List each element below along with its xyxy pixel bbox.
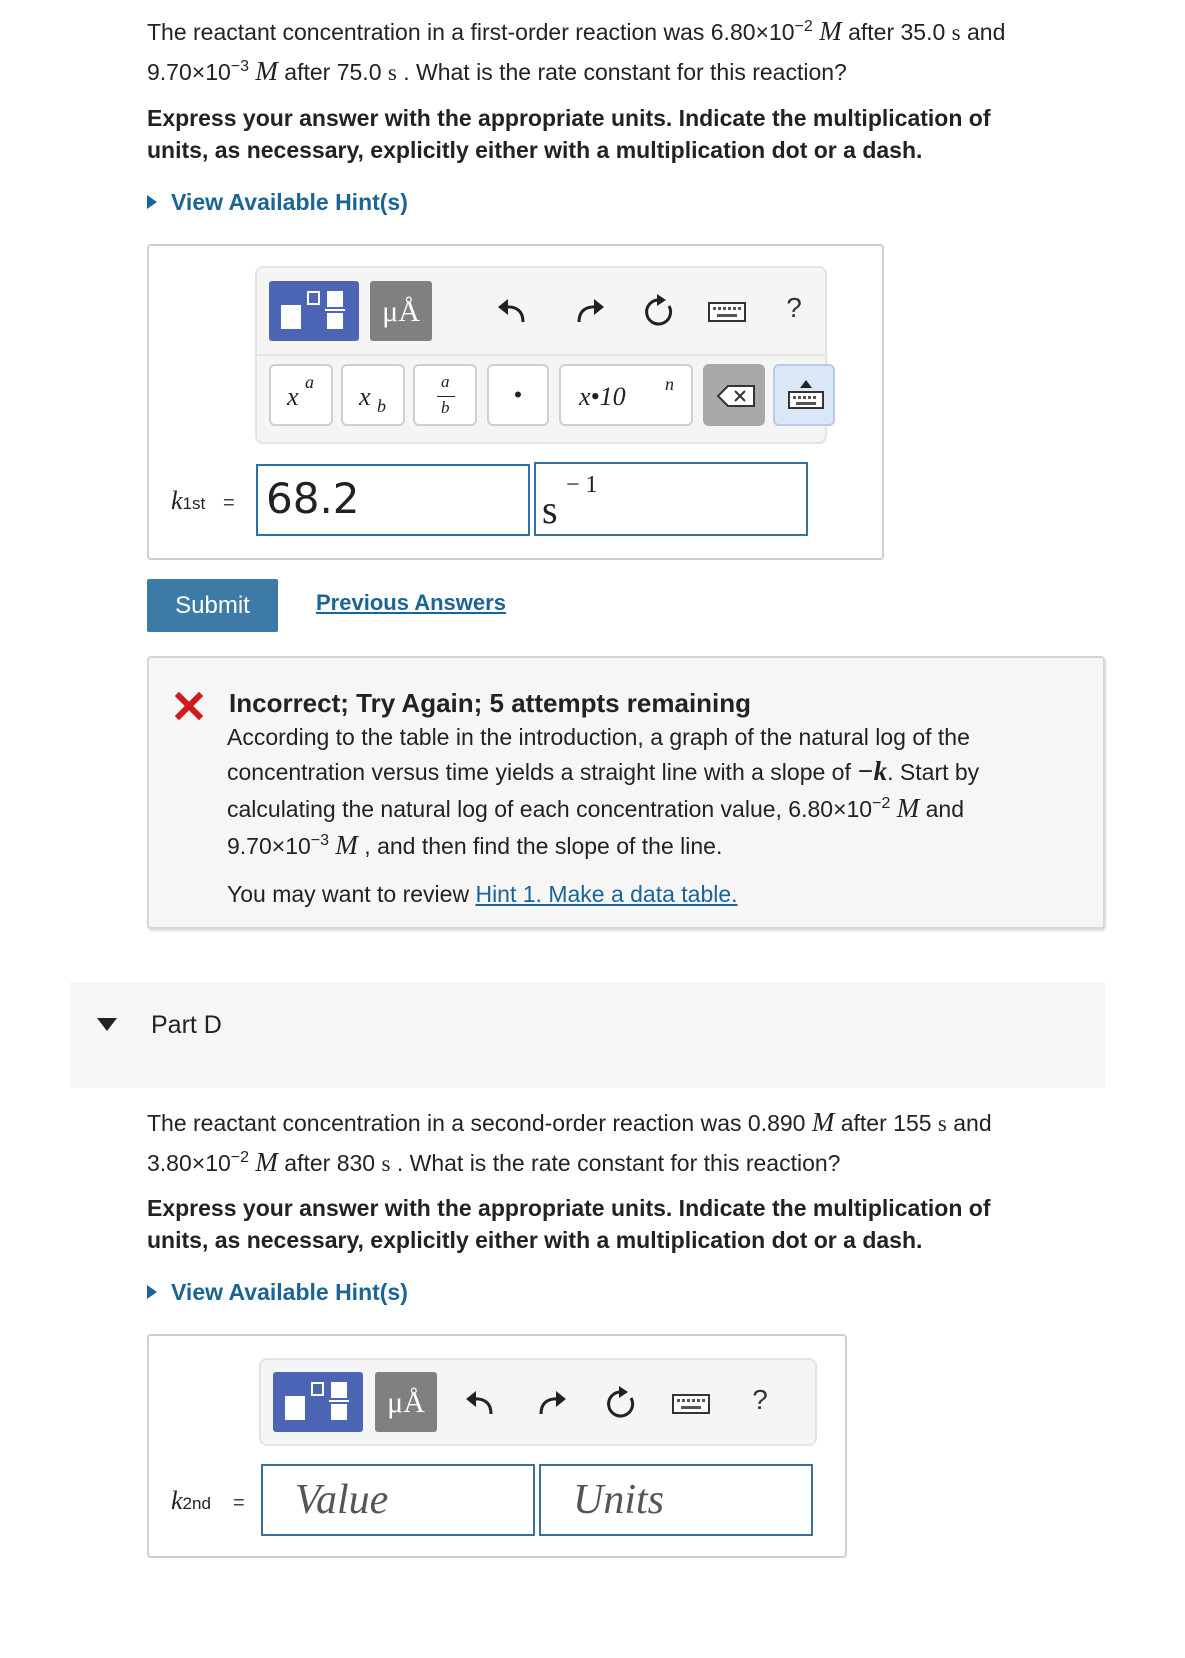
toggle-keyboard-key[interactable] xyxy=(773,364,835,426)
hint-1-link[interactable]: Hint 1. Make a data table. xyxy=(475,881,738,907)
partd-equals-sign: = xyxy=(233,1492,245,1514)
dot-key[interactable]: • xyxy=(487,364,549,426)
backspace-key[interactable] xyxy=(703,364,765,426)
units-symbols-button[interactable]: μÅ xyxy=(375,1372,437,1432)
partc-submit-button[interactable]: Submit xyxy=(147,579,278,632)
partc-equals-sign: = xyxy=(223,492,235,514)
collapse-triangle-icon[interactable] xyxy=(97,1018,117,1032)
subscript-key[interactable]: x b xyxy=(341,364,405,426)
partd-variable-label: k2nd xyxy=(171,1486,211,1515)
fraction-key[interactable]: a b xyxy=(413,364,477,426)
partc-math-toolbar xyxy=(255,266,827,444)
expand-triangle-icon xyxy=(147,195,157,209)
partc-feedback-panel xyxy=(147,656,1105,929)
partd-header[interactable] xyxy=(70,982,1105,1088)
partd-instruction: Express your answer with the appropriate units. Indicate the multiplication of units, as necessary, explicitly either with a multiplication dot or a dash. xyxy=(147,1195,991,1253)
partc-question-line1: The reactant concentration in a first-order reaction was $6.80\times 10^{-2}$ M after 35.0 s and xyxy=(147,16,1006,46)
partd-view-hints-link[interactable]: View Available Hint(s) xyxy=(147,1279,408,1306)
partd-title: Part D xyxy=(151,1011,222,1039)
partc-question xyxy=(147,12,1107,92)
keyboard-shortcuts-icon[interactable] xyxy=(671,1384,711,1424)
partc-toolbar-row1 xyxy=(257,268,825,354)
partc-view-hints-link[interactable]: View Available Hint(s) xyxy=(147,189,408,216)
help-button[interactable]: ? xyxy=(752,1384,768,1415)
redo-icon[interactable] xyxy=(531,1384,571,1424)
feedback-body: According to the table in the introduction, a graph of the natural log of the concentration versus time yields a straight line with a slope of −k. Start by calculating the natural log of each concentration value, $6.80\times 10^{-2}$ M and $9.70\times 10^{-3}$ M , and then find the slope of the line. You may want to review Hint 1. Make a data table. xyxy=(227,724,980,907)
partc-variable-label: k1st xyxy=(171,486,206,515)
undo-icon[interactable] xyxy=(493,292,533,332)
incorrect-x-icon xyxy=(175,692,203,720)
help-button[interactable]: ? xyxy=(786,292,802,323)
undo-icon[interactable] xyxy=(461,1384,501,1424)
partd-units-input[interactable]: Units xyxy=(539,1464,813,1536)
redo-icon[interactable] xyxy=(569,292,609,332)
expand-triangle-icon xyxy=(147,1285,157,1299)
feedback-title: Incorrect; Try Again; 5 attempts remaining xyxy=(229,688,752,718)
partd-value-input[interactable]: Value xyxy=(261,1464,535,1536)
partc-units-input[interactable]: s − 1 xyxy=(534,462,808,536)
reset-icon[interactable] xyxy=(639,292,679,332)
keyboard-shortcuts-icon[interactable] xyxy=(707,292,747,332)
partd-question xyxy=(147,1103,1107,1183)
partd-question-line2: $3.80\times 10^{-2}$ M after 830 s . What is the rate constant for this reaction? xyxy=(147,1147,841,1177)
partd-math-toolbar xyxy=(259,1358,817,1446)
partc-value-input[interactable]: 68.2 xyxy=(256,464,530,536)
scientific-notation-key[interactable]: x•10 n xyxy=(559,364,693,426)
templates-button[interactable] xyxy=(273,1372,363,1432)
units-symbols-button[interactable]: μÅ xyxy=(370,281,432,341)
partc-instruction: Express your answer with the appropriate units. Indicate the multiplication of units, as necessary, explicitly either with a multiplication dot or a dash. xyxy=(147,105,991,163)
keyboard-icon xyxy=(786,378,826,412)
previous-answers-link[interactable]: Previous Answers xyxy=(316,590,506,615)
reset-icon[interactable] xyxy=(601,1384,641,1424)
power-key[interactable]: x a xyxy=(269,364,333,426)
backspace-icon xyxy=(716,384,756,408)
partc-answer-box xyxy=(147,244,884,560)
partc-question-line2: $9.70\times 10^{-3}$ M after 75.0 s . What is the rate constant for this reaction? xyxy=(147,56,847,86)
templates-button[interactable] xyxy=(269,281,359,341)
partd-question-line1: The reactant concentration in a second-order reaction was 0.890 M after 155 s and xyxy=(147,1107,992,1137)
partd-answer-box xyxy=(147,1334,847,1558)
